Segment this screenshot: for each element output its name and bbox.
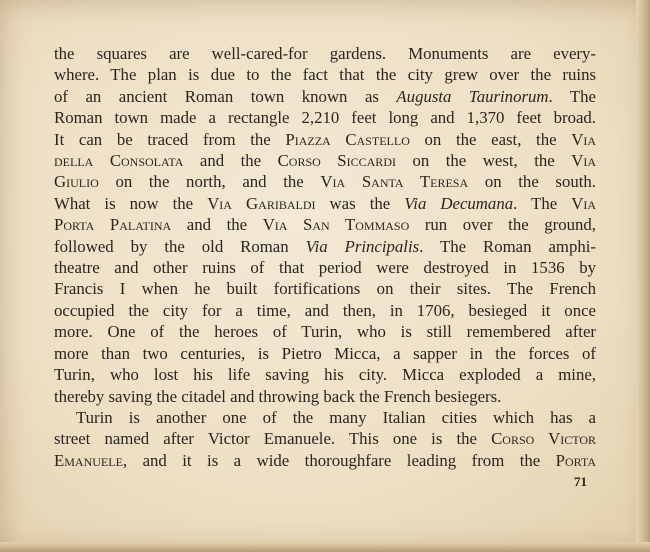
text-run: on the west, the [395,151,572,171]
text-run: . The [548,86,596,106]
small-caps-text: Via [571,151,596,171]
text-run: Roman town made a rectangle 2,210 feet long and 1,370 feet broad. [54,108,596,128]
text-line [54,43,596,64]
text-run: . The [513,193,572,213]
text-line [54,193,596,214]
small-caps-text: Via Santa Teresa [320,172,469,192]
text-run: where. The plan is due to the fact that the city grew over the ruins [54,65,596,85]
small-caps-text: Via [571,193,596,213]
text-run: Turin, who lost his life saving his city. Micca exploded a mine, [54,365,596,385]
text-line [54,300,596,321]
text-run: more than two centuries, is Pietro Micca, a sapper in the forces of [54,343,596,363]
small-caps-text: Via Garibaldi [207,193,316,213]
small-caps-text: Emanuele [54,450,123,470]
small-caps-text: Corso Siccardi [277,151,396,171]
text-run: , and it is a wide thoroughfare leading from the [122,450,556,470]
italic-text: Augusta Taurinorum [396,86,549,106]
text-line [54,257,596,278]
page-edge-bottom [0,542,650,552]
text-line [54,428,596,449]
text-run: Turin is another one of the many Italian cities which has a [76,407,596,427]
text-run: Francis I when he built fortifications on their sites. The French [54,279,596,299]
small-caps-text: Piazza Castello [285,129,410,149]
text-line [54,343,596,364]
text-line [54,386,596,407]
text-line [54,278,596,299]
text-run: It can be traced from the [54,129,286,149]
small-caps-text: Giulio [54,172,99,192]
text-run: the squares are well-cared-for gardens. Monuments are every- [54,44,596,63]
page-edge-right [636,0,650,552]
body-text [54,43,596,471]
text-line [54,86,596,107]
text-run: on the north, and the [98,172,321,192]
text-run: more. One of the heroes of Turin, who is still remembered after [54,322,596,342]
text-run: run over the ground, [409,215,596,235]
text-line [54,321,596,342]
text-run: . The Roman amphi- [419,236,596,256]
text-line [54,450,596,471]
italic-text: Via Decumana [404,193,514,213]
text-run: on the south. [468,172,596,192]
text-line [54,214,596,235]
text-run: followed by the old Roman [54,236,306,256]
text-run: theatre and other ruins of that period were destroyed in 1536 by [54,258,596,278]
small-caps-text: Porta [555,450,596,470]
text-line [54,364,596,385]
text-line [54,407,596,428]
text-run: street named after Victor Emanuele. This one is the [54,429,492,449]
small-caps-text: Via San Tommaso [262,215,410,235]
text-line [54,150,596,171]
text-run: on the east, the [409,129,572,149]
text-line [54,129,596,150]
text-line [54,236,596,257]
text-run: and the [183,151,278,171]
italic-text: Via Principalis [305,236,420,256]
text-run: of an ancient Roman town known as [54,86,397,106]
text-run: What is now the [54,193,208,213]
small-caps-text: Via [571,129,596,149]
text-line [54,64,596,85]
small-caps-text: Corso Victor [491,429,597,449]
text-run: was the [315,193,405,213]
text-run: and the [171,215,263,235]
small-caps-text: della Consolata [54,151,184,171]
small-caps-text: Porta Palatina [54,215,172,235]
text-run: thereby saving the citadel and throwing back the French besiegers. [54,386,502,406]
text-line [54,107,596,128]
text-line [54,171,596,192]
page-number: 71 [574,474,587,489]
text-run: occupied the city for a time, and then, in 1706, besieged it once [54,300,596,320]
